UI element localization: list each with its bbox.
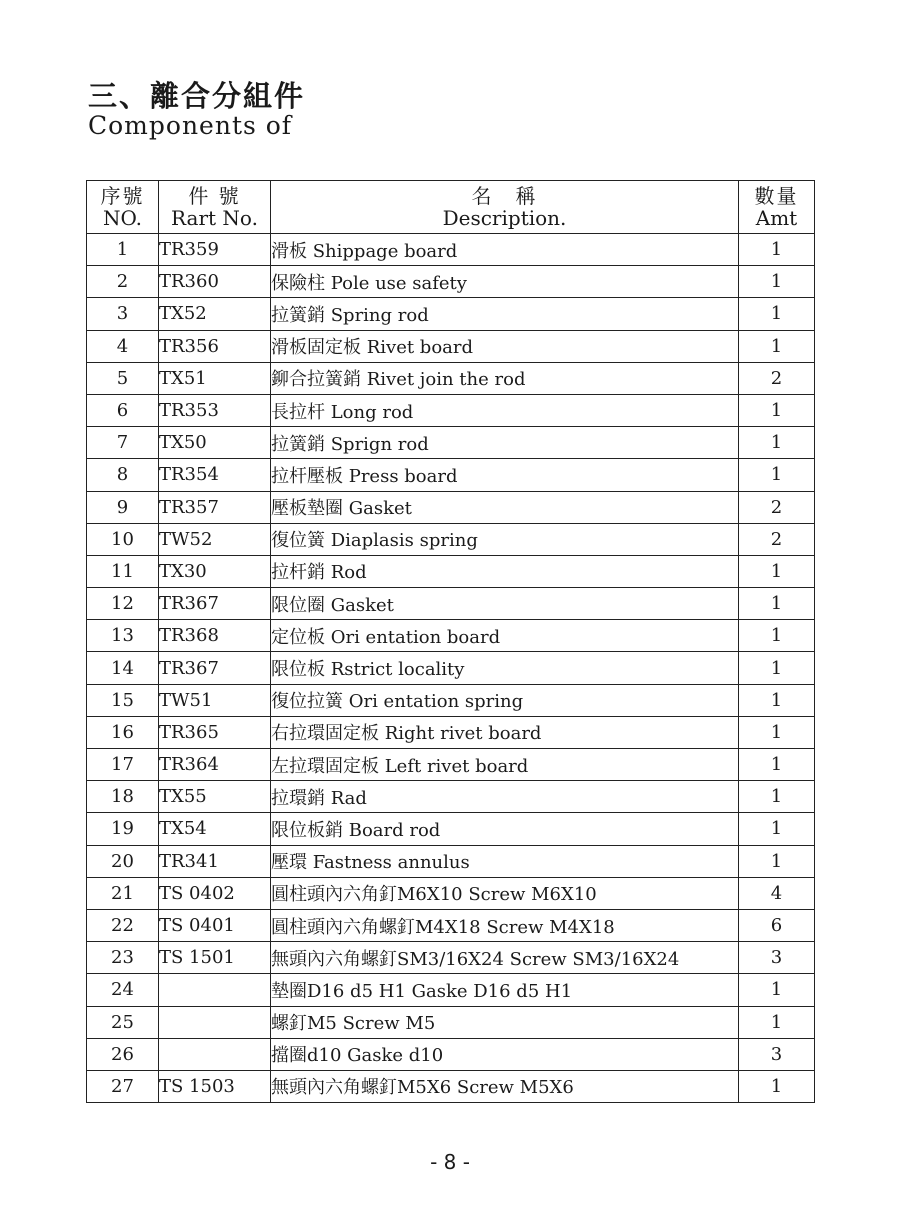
table-body	[87, 234, 815, 1103]
row-part-number: TR354	[159, 459, 271, 491]
row-part-number	[159, 1038, 271, 1070]
header-amount-en: Amt	[755, 206, 798, 230]
row-part-number: TR353	[159, 394, 271, 426]
row-amount: 2	[739, 491, 815, 523]
row-number: 2	[87, 266, 159, 298]
table-row	[87, 491, 815, 523]
row-amount: 1	[739, 234, 815, 266]
section-title-chinese: 三、離合分組件	[88, 79, 306, 113]
row-part-number: TR365	[159, 716, 271, 748]
row-description: 壓環 Fastness annulus	[271, 845, 739, 877]
row-number: 26	[87, 1038, 159, 1070]
row-part-number: TX52	[159, 298, 271, 330]
row-description: 復位簧 Diaplasis spring	[271, 523, 739, 555]
row-number: 17	[87, 749, 159, 781]
table-row	[87, 234, 815, 266]
header-part	[159, 181, 271, 234]
row-number: 24	[87, 974, 159, 1006]
row-description: 左拉環固定板 Left rivet board	[271, 749, 739, 781]
row-part-number: TS 1503	[159, 1070, 271, 1102]
row-amount: 1	[739, 266, 815, 298]
row-number: 10	[87, 523, 159, 555]
table-header-row	[87, 181, 815, 234]
row-number: 21	[87, 877, 159, 909]
row-part-number: TR359	[159, 234, 271, 266]
row-description: 擋圈d10 Gaske d10	[271, 1038, 739, 1070]
row-description: 滑板 Shippage board	[271, 234, 739, 266]
table-row	[87, 427, 815, 459]
table-row	[87, 1070, 815, 1102]
row-part-number: TR367	[159, 588, 271, 620]
table-row	[87, 555, 815, 587]
table-row	[87, 362, 815, 394]
row-number: 4	[87, 330, 159, 362]
row-amount: 1	[739, 1006, 815, 1038]
row-part-number: TX50	[159, 427, 271, 459]
row-part-number: TX54	[159, 813, 271, 845]
row-description: 無頭內六角螺釘SM3/16X24 Screw SM3/16X24	[271, 942, 739, 974]
row-description: 螺釘M5 Screw M5	[271, 1006, 739, 1038]
table-row	[87, 330, 815, 362]
row-description: 右拉環固定板 Right rivet board	[271, 716, 739, 748]
row-number: 15	[87, 684, 159, 716]
table-row	[87, 266, 815, 298]
table-row	[87, 909, 815, 941]
row-amount: 1	[739, 749, 815, 781]
row-part-number: TS 0401	[159, 909, 271, 941]
row-description: 無頭內六角螺釘M5X6 Screw M5X6	[271, 1070, 739, 1102]
row-amount: 1	[739, 555, 815, 587]
row-number: 1	[87, 234, 159, 266]
row-part-number: TW51	[159, 684, 271, 716]
row-description: 拉環銷 Rad	[271, 781, 739, 813]
row-description: 限位圈 Gasket	[271, 588, 739, 620]
row-number: 16	[87, 716, 159, 748]
row-number: 8	[87, 459, 159, 491]
row-amount: 1	[739, 716, 815, 748]
row-part-number: TR360	[159, 266, 271, 298]
row-number: 22	[87, 909, 159, 941]
row-part-number: TX55	[159, 781, 271, 813]
row-number: 23	[87, 942, 159, 974]
row-amount: 1	[739, 781, 815, 813]
row-number: 13	[87, 620, 159, 652]
row-number: 7	[87, 427, 159, 459]
header-part-en: Rart No.	[171, 206, 258, 230]
row-part-number: TR367	[159, 652, 271, 684]
row-amount: 6	[739, 909, 815, 941]
row-description: 拉簧銷 Sprign rod	[271, 427, 739, 459]
row-amount: 1	[739, 330, 815, 362]
row-amount: 1	[739, 298, 815, 330]
row-amount: 1	[739, 427, 815, 459]
row-description: 滑板固定板 Rivet board	[271, 330, 739, 362]
table-row	[87, 298, 815, 330]
row-number: 14	[87, 652, 159, 684]
row-amount: 1	[739, 974, 815, 1006]
table-row	[87, 845, 815, 877]
components-table	[86, 180, 815, 1103]
row-description: 限位板 Rstrict locality	[271, 652, 739, 684]
table-row	[87, 394, 815, 426]
header-no-en: NO.	[102, 206, 143, 230]
row-part-number: TR357	[159, 491, 271, 523]
table-row	[87, 588, 815, 620]
table-row	[87, 716, 815, 748]
row-number: 6	[87, 394, 159, 426]
row-amount: 2	[739, 362, 815, 394]
header-amount-zh: 數量	[754, 184, 799, 208]
table-row	[87, 974, 815, 1006]
row-part-number: TR368	[159, 620, 271, 652]
row-amount: 1	[739, 1070, 815, 1102]
table-row	[87, 1006, 815, 1038]
row-number: 27	[87, 1070, 159, 1102]
row-part-number: TS 1501	[159, 942, 271, 974]
row-number: 19	[87, 813, 159, 845]
row-amount: 3	[739, 1038, 815, 1070]
row-description: 保險柱 Pole use safety	[271, 266, 739, 298]
row-amount: 1	[739, 652, 815, 684]
row-amount: 1	[739, 684, 815, 716]
row-number: 12	[87, 588, 159, 620]
row-amount: 1	[739, 620, 815, 652]
table-row	[87, 781, 815, 813]
row-part-number: TR356	[159, 330, 271, 362]
table-row	[87, 942, 815, 974]
table-row	[87, 459, 815, 491]
header-no-zh: 序號	[100, 184, 145, 208]
row-number: 20	[87, 845, 159, 877]
header-description	[271, 181, 739, 234]
row-description: 定位板 Ori entation board	[271, 620, 739, 652]
row-amount: 1	[739, 813, 815, 845]
row-description: 圓柱頭內六角釘M6X10 Screw M6X10	[271, 877, 739, 909]
row-description: 長拉杆 Long rod	[271, 394, 739, 426]
row-amount: 1	[739, 459, 815, 491]
table-row	[87, 813, 815, 845]
table-row	[87, 652, 815, 684]
row-amount: 4	[739, 877, 815, 909]
page-number: - 8 -	[430, 1150, 470, 1174]
row-amount: 1	[739, 394, 815, 426]
row-description: 壓板墊圈 Gasket	[271, 491, 739, 523]
row-part-number: TS 0402	[159, 877, 271, 909]
row-description: 墊圈D16 d5 H1 Gaske D16 d5 H1	[271, 974, 739, 1006]
row-description: 拉杆銷 Rod	[271, 555, 739, 587]
table-row	[87, 877, 815, 909]
row-part-number	[159, 1006, 271, 1038]
table-row	[87, 523, 815, 555]
header-amount	[739, 181, 815, 234]
row-amount: 1	[739, 588, 815, 620]
row-description: 限位板銷 Board rod	[271, 813, 739, 845]
row-amount: 2	[739, 523, 815, 555]
table-row	[87, 620, 815, 652]
row-description: 鉚合拉簧銷 Rivet join the rod	[271, 362, 739, 394]
row-description: 圓柱頭內六角螺釘M4X18 Screw M4X18	[271, 909, 739, 941]
row-part-number: TR341	[159, 845, 271, 877]
table-row	[87, 1038, 815, 1070]
table-row	[87, 684, 815, 716]
row-part-number: TW52	[159, 523, 271, 555]
row-amount: 1	[739, 845, 815, 877]
row-part-number	[159, 974, 271, 1006]
row-number: 11	[87, 555, 159, 587]
row-part-number: TR364	[159, 749, 271, 781]
row-number: 5	[87, 362, 159, 394]
row-description: 拉杆壓板 Press board	[271, 459, 739, 491]
header-no	[87, 181, 159, 234]
row-number: 25	[87, 1006, 159, 1038]
row-description: 復位拉簧 Ori entation spring	[271, 684, 739, 716]
row-description: 拉簧銷 Spring rod	[271, 298, 739, 330]
row-part-number: TX30	[159, 555, 271, 587]
row-number: 3	[87, 298, 159, 330]
table-row	[87, 749, 815, 781]
row-number: 9	[87, 491, 159, 523]
header-description-zh: 名 稱	[471, 184, 538, 208]
row-part-number: TX51	[159, 362, 271, 394]
header-part-zh: 件 號	[188, 184, 241, 208]
row-number: 18	[87, 781, 159, 813]
section-title-english: Components of	[88, 111, 293, 140]
row-amount: 3	[739, 942, 815, 974]
header-description-en: Description.	[442, 206, 567, 230]
